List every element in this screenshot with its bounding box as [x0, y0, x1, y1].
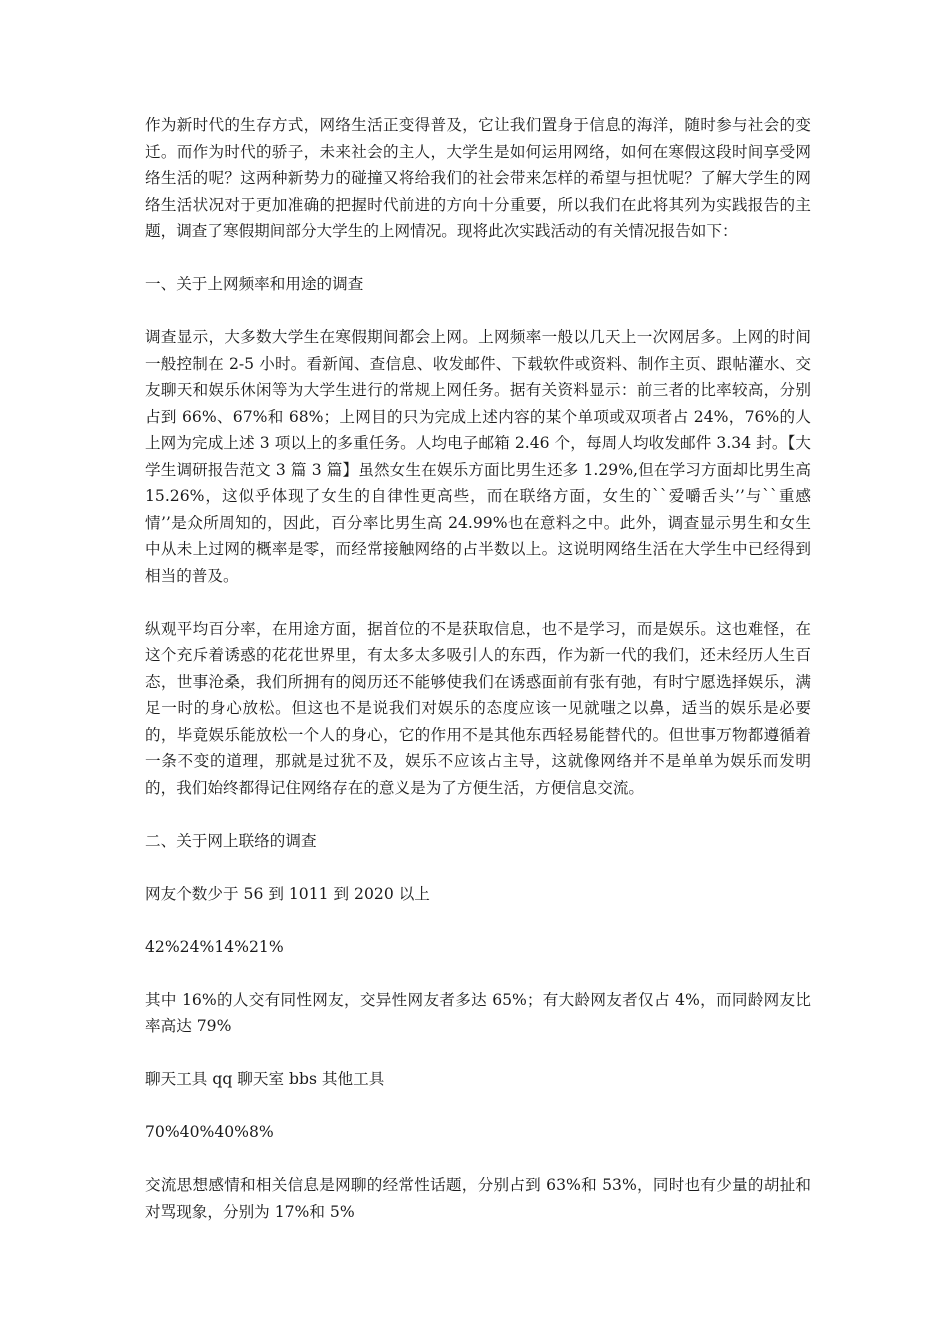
document-body	[145, 112, 811, 1252]
friend-type-paragraph: 其中 16%的人交有同性网友，交异性网友者多达 65%；有大龄网友者仅占 4%，而同龄网友比率高达 79%	[145, 990, 811, 1035]
friend-count-line: 网友个数少于 56 到 1011 到 2020 以上	[145, 884, 430, 903]
chat-tools-percent-line: 70%40%40%8%	[145, 1123, 274, 1141]
chat-topics-paragraph: 交流思想感情和相关信息是网聊的经常性话题，分别占到 63%和 53%，同时也有少量的胡扯和对骂现象，分别为 17%和 5%	[145, 1176, 811, 1221]
friend-count-percent-line: 42%24%14%21%	[145, 937, 284, 956]
section-heading-1: 一、关于上网频率和用途的调查	[145, 275, 364, 293]
chat-tools-line: 聊天工具 qq 聊天室 bbs 其他工具	[145, 1070, 385, 1088]
survey-frequency-paragraph: 调查显示，大多数大学生在寒假期间都会上网。上网频率一般以几天上一次网居多。上网的时间一般控制在 2-5 小时。看新闻、查信息、收发邮件、下载软件或资料、制作主页、跟帖灌水、交友聊天和娱乐休闲等为大学生进行的常规上网任务。据有关资料显示：前三者的比率较高，分别占到 66%、67%和 68%；上网目的只为完成上述内容的某个单项或双项者占 24%，76%的人上网为完成上述 3 项以上的多重任务。人均电子邮箱 2.46 个，每周人均收发邮件 3.34 封。【大学生调研报告范文 3 篇 3 篇】虽然女生在娱乐方面比男生还多 1.29%,但在学习方面却比男生高 15.26%，这似乎体现了女生的自律性更高些，而在联络方面，女生的``爱嚼舌头’’与``重感情’’是众所周知的，因此，百分率比男生高 24.99%也在意料之中。此外，调查显示男生和女生中从未上过网的概率是零，而经常接触网络的占半数以上。这说明网络生活在大学生中已经得到相当的普及。	[145, 328, 811, 585]
section-heading-2: 二、关于网上联络的调查	[145, 831, 317, 850]
analysis-paragraph: 纵观平均百分率，在用途方面，据首位的不是获取信息，也不是学习，而是娱乐。这也难怪，在这个充斥着诱惑的花花世界里，有太多太多吸引人的东西，作为新一代的我们，还未经历人生百态，世事沧桑，我们所拥有的阅历还不能够使我们在诱惑面前有张有弛，有时宁愿选择娱乐，满足一时的身心放松。但这也不是说我们对娱乐的态度应该一见就嗤之以鼻，适当的娱乐是必要的，毕竟娱乐能放松一个人的身心，它的作用不是其他东西轻易能替代的。但世事万物都遵循着一条不变的道理，那就是过犹不及，娱乐不应该占主导，这就像网络并不是单单为娱乐而发明的，我们始终都得记住网络存在的意义是为了方便生活，方便信息交流。	[145, 619, 811, 797]
intro-paragraph: 作为新时代的生存方式，网络生活正变得普及，它让我们置身于信息的海洋，随时参与社会的变迁。而作为时代的骄子，未来社会的主人，大学生是如何运用网络，如何在寒假这段时间享受网络生活的呢？这两种新势力的碰撞又将给我们的社会带来怎样的希望与担忧呢？了解大学生的网络生活状况对于更加准确的把握时代前进的方向十分重要，所以我们在此将其列为实践报告的主题，调查了寒假期间部分大学生的上网情况。现将此次实践活动的有关情况报告如下：	[145, 116, 811, 240]
